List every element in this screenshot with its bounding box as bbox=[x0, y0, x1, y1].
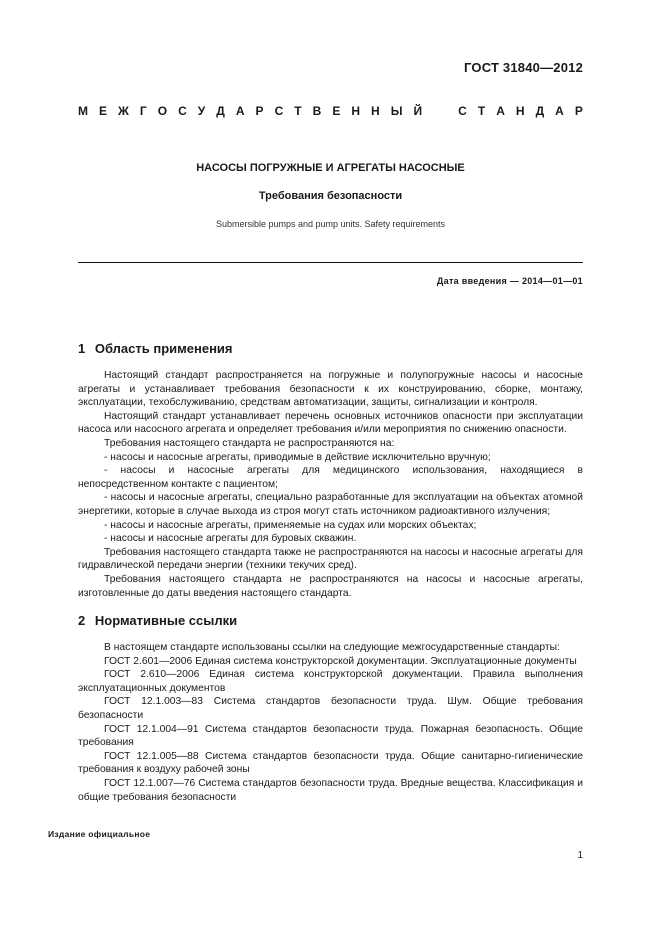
paragraph-text: Настоящий стандарт устанавливает перечень основных источников опасности при эксплуатации насоса или насосного агрегата и определяет требования и/или мероприятия по снижению опасности. bbox=[78, 410, 583, 436]
heading-letter: Ы bbox=[390, 104, 403, 118]
section-number: 1 bbox=[78, 341, 86, 356]
heading-letter: Й bbox=[413, 104, 423, 118]
heading-letter: Н bbox=[371, 104, 380, 118]
paragraph-text: Требования настоящего стандарта также не распространяются на насосы и насосные агрегаты для гидравлической передачи энергии (техники текучих сред). bbox=[78, 546, 583, 572]
paragraph bbox=[78, 573, 583, 600]
standard-title: НАСОСЫ ПОГРУЖНЫЕ И АГРЕГАТЫ НАСОСНЫЕ bbox=[196, 162, 465, 174]
paragraph bbox=[78, 410, 583, 437]
paragraph-text: - насосы и насосные агрегаты для медицинского использования, находящиеся в непосредственном контакте с пациентом; bbox=[78, 465, 583, 490]
paragraph bbox=[78, 437, 583, 451]
title-divider bbox=[78, 262, 583, 263]
paragraph-text: ГОСТ 12.1.007—76 Система стандартов безопасности труда. Вредные вещества. Классификация и общие требования безопасности bbox=[78, 777, 583, 803]
reference-item bbox=[78, 668, 583, 695]
paragraph-text: - насосы и насосные агрегаты для буровых скважин. bbox=[104, 533, 357, 545]
heading-letter: С bbox=[178, 104, 187, 118]
heading-letter: А bbox=[555, 104, 564, 118]
heading-letter: Н bbox=[351, 104, 361, 118]
section-1-body bbox=[78, 369, 583, 600]
heading-letter: А bbox=[235, 104, 245, 118]
paragraph-text: ГОСТ 12.1.004—91 Система стандартов безопасности труда. Пожарная безопасность. Общие требования bbox=[78, 723, 583, 749]
heading-letter: Д bbox=[535, 104, 545, 118]
paragraph bbox=[78, 641, 583, 655]
reference-item bbox=[78, 655, 583, 669]
paragraph bbox=[78, 546, 583, 573]
heading-letter: Р bbox=[574, 104, 583, 118]
heading-letter: Н bbox=[515, 104, 525, 118]
section-1-heading bbox=[78, 341, 233, 356]
heading-letter: Т bbox=[294, 104, 302, 118]
section-title: Область применения bbox=[94, 341, 233, 356]
introduction-date: Дата введения — 2014—01—01 bbox=[436, 276, 583, 286]
list-item bbox=[78, 464, 583, 491]
paragraph-text: ГОСТ 12.1.005—88 Система стандартов безопасности труда. Общие санитарно-гигиенические требования к воздуху рабочей зоны bbox=[78, 750, 583, 776]
official-edition-label: Издание официальное bbox=[48, 829, 151, 839]
heading-letter: Т bbox=[477, 104, 486, 118]
paragraph-text: - насосы и насосные агрегаты, применяемые на судах или морских объектах; bbox=[104, 519, 477, 531]
heading-letter: А bbox=[496, 104, 505, 118]
reference-item bbox=[78, 750, 583, 777]
section-2-heading bbox=[78, 613, 237, 628]
heading-letter: Е bbox=[99, 104, 108, 118]
paragraph-text: Требования настоящего стандарта не распространяются на насосы и насосные агрегаты, изготовленные до даты введения настоящего стандарта. bbox=[78, 573, 583, 599]
standard-subtitle: Требования безопасности bbox=[258, 190, 403, 202]
english-title: Submersible pumps and pump units. Safety requirements bbox=[215, 219, 446, 229]
document-number: ГОСТ 31840—2012 bbox=[464, 60, 583, 75]
heading-letter: С bbox=[458, 104, 467, 118]
paragraph bbox=[78, 369, 583, 410]
reference-item bbox=[78, 723, 583, 750]
paragraph-text: - насосы и насосные агрегаты, специально разработанные для эксплуатации на объектах атомной энергетики, которые в случае выхода из строя могут стать источником радиоактивного излучения; bbox=[78, 492, 583, 517]
heading-letter: О bbox=[157, 104, 168, 118]
section-2-body bbox=[78, 641, 583, 804]
list-item bbox=[78, 451, 583, 465]
paragraph-text: Требования настоящего стандарта не распространяются на: bbox=[104, 437, 395, 449]
heading-letter: В bbox=[312, 104, 322, 118]
page-number: 1 bbox=[577, 850, 583, 861]
list-item bbox=[78, 519, 583, 533]
paragraph-text: ГОСТ 2.610—2006 Единая система конструкторской документации. Правила выполнения эксплуатационных документов bbox=[78, 669, 583, 694]
heading-letter: У bbox=[197, 104, 206, 118]
heading-letter: Р bbox=[255, 104, 264, 118]
reference-item bbox=[78, 695, 583, 722]
section-number: 2 bbox=[78, 613, 86, 628]
list-item bbox=[78, 491, 583, 518]
section-title: Нормативные ссылки bbox=[94, 613, 238, 628]
heading-letter: Г bbox=[139, 104, 147, 118]
heading-letter: М bbox=[78, 104, 88, 118]
paragraph-text: ГОСТ 2.601—2006 Единая система конструкторской документации. Эксплуатационные документы bbox=[104, 655, 577, 667]
paragraph-text: В настоящем стандарте использованы ссылки на следующие межгосударственные стандарты: bbox=[104, 642, 560, 653]
heading-space bbox=[433, 104, 447, 118]
heading-letter: Е bbox=[332, 104, 341, 118]
heading-letter: С bbox=[274, 104, 284, 118]
paragraph-text: ГОСТ 12.1.003—83 Система стандартов безопасности труда. Шум. Общие требования безопасности bbox=[78, 696, 583, 721]
list-item bbox=[78, 532, 583, 546]
paragraph-text: Настоящий стандарт распространяется на погружные и полупогружные насосы и насосные агрегаты и устанавливает требования безопасности к их конструированию, сборке, монтажу, эксплуатации, техобслуживанию, средствам автоматизации, защиты, сигнализации и контроля. bbox=[78, 370, 583, 409]
interstate-standard-heading bbox=[78, 104, 583, 118]
reference-item bbox=[78, 777, 583, 804]
heading-letter: Ж bbox=[118, 104, 129, 118]
paragraph-text: - насосы и насосные агрегаты, приводимые в действие исключительно вручную; bbox=[104, 451, 491, 463]
heading-letter: Д bbox=[216, 104, 225, 118]
